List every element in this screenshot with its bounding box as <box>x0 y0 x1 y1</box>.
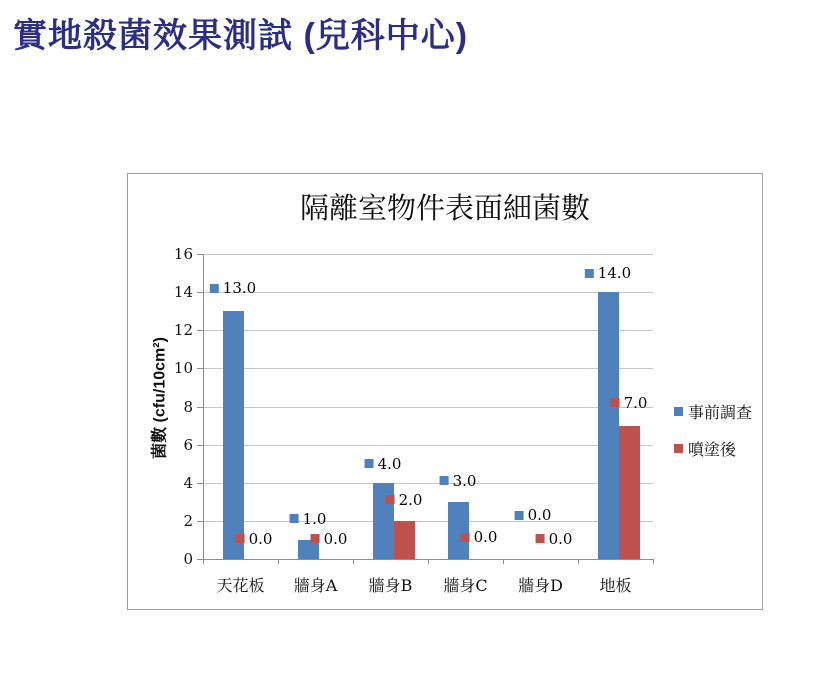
y-tick-label: 2 <box>183 512 193 530</box>
slide-title: 實地殺菌效果測試 (兒科中心) <box>13 17 469 55</box>
category-label: 牆身D <box>518 576 563 595</box>
chart-title: 隔離室物件表面細菌數 <box>299 191 590 225</box>
x-axis-tick <box>428 560 429 564</box>
gridline <box>203 445 653 446</box>
label-key-swatch <box>536 534 545 543</box>
label-key-swatch <box>585 269 594 278</box>
y-tick-label: 12 <box>173 321 193 339</box>
y-tick-label: 6 <box>183 436 193 454</box>
label-key-swatch <box>440 476 449 485</box>
value-label-text: 0.0 <box>248 529 273 548</box>
value-label <box>461 528 498 546</box>
value-label <box>611 394 648 412</box>
category-label: 牆身B <box>368 576 413 595</box>
label-key-swatch <box>461 533 470 542</box>
y-tick-label: 16 <box>173 245 193 263</box>
value-label <box>536 530 573 548</box>
chart-legend <box>674 400 752 460</box>
value-label <box>386 491 423 509</box>
value-label-text: 0.0 <box>548 529 573 548</box>
value-label-text: 1.0 <box>302 509 327 528</box>
bar <box>223 311 244 559</box>
value-label <box>440 472 477 490</box>
x-axis-tick <box>353 560 354 564</box>
value-label-text: 14.0 <box>597 264 632 283</box>
plot-area <box>173 245 653 595</box>
bar-chart <box>127 173 763 610</box>
label-key-swatch <box>311 534 320 543</box>
legend-item <box>674 400 752 423</box>
x-axis-tick <box>278 560 279 564</box>
gridline <box>203 330 653 331</box>
value-label <box>311 530 348 548</box>
x-axis-tick <box>653 560 654 564</box>
value-label <box>210 279 256 297</box>
label-key-swatch <box>386 495 395 504</box>
label-key-swatch <box>611 398 620 407</box>
gridline <box>203 368 653 369</box>
y-tick-label: 0 <box>183 550 193 568</box>
value-label <box>515 506 552 524</box>
legend-label: 事前調查 <box>688 403 753 422</box>
category-label: 牆身C <box>443 576 488 595</box>
legend-swatch <box>674 407 683 416</box>
gridline <box>203 254 653 255</box>
value-label-text: 0.0 <box>473 528 498 547</box>
label-key-swatch <box>210 284 219 293</box>
x-axis-tick <box>578 560 579 564</box>
legend-item <box>674 437 752 460</box>
label-key-swatch <box>290 514 299 523</box>
bar <box>619 426 640 559</box>
category-label: 天花板 <box>216 576 265 595</box>
label-key-swatch <box>236 534 245 543</box>
value-label-text: 3.0 <box>452 471 477 490</box>
value-label <box>365 455 402 473</box>
y-tick-label: 10 <box>173 359 193 377</box>
y-tick-label: 14 <box>173 283 193 301</box>
y-axis-title: 菌數 (cfu/10cm²) <box>151 337 169 459</box>
bar <box>394 521 415 559</box>
legend-label: 噴塗後 <box>688 440 737 459</box>
value-label <box>290 510 327 528</box>
gridline <box>203 407 653 408</box>
category-label: 地板 <box>599 576 632 595</box>
x-axis-tick <box>503 560 504 564</box>
value-label-text: 0.0 <box>527 506 552 525</box>
y-axis-line <box>203 254 204 560</box>
gridline <box>203 521 653 522</box>
value-label <box>236 530 273 548</box>
legend-swatch <box>674 444 683 453</box>
y-tick-label: 8 <box>183 398 193 416</box>
value-label-text: 13.0 <box>222 279 257 298</box>
gridline <box>203 292 653 293</box>
value-label-text: 7.0 <box>623 393 648 412</box>
value-label-text: 2.0 <box>398 490 423 509</box>
value-label-text: 4.0 <box>377 454 402 473</box>
x-axis-tick <box>203 560 204 564</box>
y-tick-label: 4 <box>183 474 193 492</box>
category-label: 牆身A <box>293 576 338 595</box>
bar <box>598 292 619 559</box>
gridline <box>203 483 653 484</box>
label-key-swatch <box>515 511 524 520</box>
value-label <box>585 264 631 282</box>
label-key-swatch <box>365 459 374 468</box>
value-label-text: 0.0 <box>323 529 348 548</box>
